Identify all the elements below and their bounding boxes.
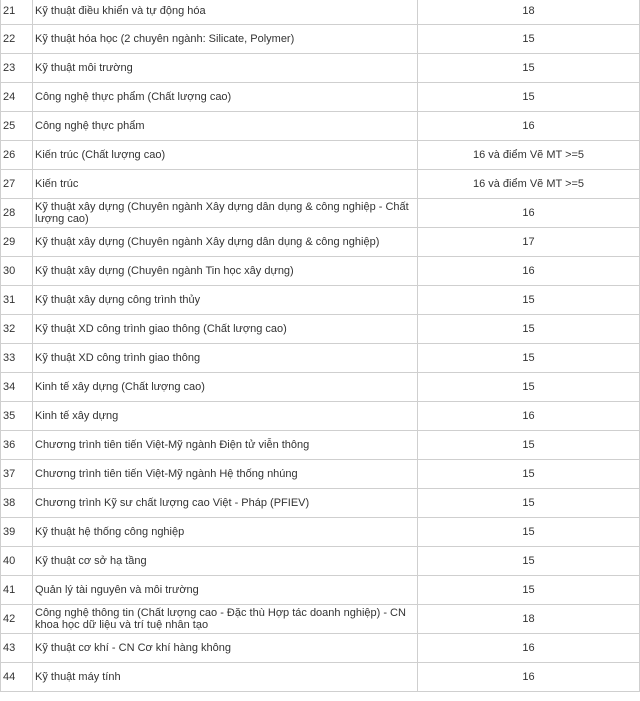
program-name: Quản lý tài nguyên và môi trường xyxy=(33,576,418,605)
benchmark-score: 16 xyxy=(418,257,640,286)
table-row xyxy=(1,112,640,141)
row-number: 42 xyxy=(1,605,33,634)
table-row xyxy=(1,489,640,518)
row-number: 35 xyxy=(1,402,33,431)
row-number: 31 xyxy=(1,286,33,315)
program-name: Kỹ thuật máy tính xyxy=(33,663,418,692)
program-name: Kỹ thuật cơ sở hạ tầng xyxy=(33,547,418,576)
benchmark-score: 15 xyxy=(418,518,640,547)
row-number: 37 xyxy=(1,460,33,489)
benchmark-score: 16 và điểm Vẽ MT >=5 xyxy=(418,141,640,170)
score-table-body xyxy=(1,0,640,692)
program-name: Kỹ thuật XD công trình giao thông (Chất lượng cao) xyxy=(33,315,418,344)
benchmark-score: 15 xyxy=(418,286,640,315)
table-row xyxy=(1,83,640,112)
table-row xyxy=(1,373,640,402)
row-number: 44 xyxy=(1,663,33,692)
row-number: 39 xyxy=(1,518,33,547)
benchmark-score: 15 xyxy=(418,489,640,518)
row-number: 40 xyxy=(1,547,33,576)
benchmark-score: 15 xyxy=(418,54,640,83)
benchmark-score: 16 xyxy=(418,663,640,692)
table-row xyxy=(1,634,640,663)
row-number: 41 xyxy=(1,576,33,605)
row-number: 33 xyxy=(1,344,33,373)
benchmark-score: 16 xyxy=(418,634,640,663)
row-number: 26 xyxy=(1,141,33,170)
table-row xyxy=(1,286,640,315)
table-row xyxy=(1,315,640,344)
program-name: Kinh tế xây dựng xyxy=(33,402,418,431)
row-number: 23 xyxy=(1,54,33,83)
benchmark-score: 15 xyxy=(418,315,640,344)
benchmark-score: 15 xyxy=(418,344,640,373)
program-name: Công nghệ thực phẩm xyxy=(33,112,418,141)
program-name: Kỹ thuật môi trường xyxy=(33,54,418,83)
row-number: 28 xyxy=(1,199,33,228)
table-row xyxy=(1,518,640,547)
program-name: Kinh tế xây dựng (Chất lượng cao) xyxy=(33,373,418,402)
table-row xyxy=(1,228,640,257)
table-row xyxy=(1,25,640,54)
table-row xyxy=(1,402,640,431)
benchmark-score: 17 xyxy=(418,228,640,257)
benchmark-score: 18 xyxy=(418,605,640,634)
benchmark-score: 15 xyxy=(418,576,640,605)
program-name: Kiến trúc xyxy=(33,170,418,199)
program-name: Kỹ thuật xây dựng (Chuyên ngành Xây dựng dân dụng & công nghiệp) xyxy=(33,228,418,257)
benchmark-score: 15 xyxy=(418,83,640,112)
row-number: 25 xyxy=(1,112,33,141)
table-row xyxy=(1,257,640,286)
program-name: Kỹ thuật cơ khí - CN Cơ khí hàng không xyxy=(33,634,418,663)
program-name: Kỹ thuật điều khiển và tự động hóa xyxy=(33,0,418,25)
table-row xyxy=(1,663,640,692)
program-name: Kỹ thuật hệ thống công nghiệp xyxy=(33,518,418,547)
table-row xyxy=(1,460,640,489)
table-row xyxy=(1,576,640,605)
row-number: 34 xyxy=(1,373,33,402)
row-number: 27 xyxy=(1,170,33,199)
row-number: 38 xyxy=(1,489,33,518)
row-number: 22 xyxy=(1,25,33,54)
table-row xyxy=(1,0,640,25)
row-number: 32 xyxy=(1,315,33,344)
benchmark-score: 15 xyxy=(418,460,640,489)
benchmark-score: 18 xyxy=(418,0,640,25)
table-row xyxy=(1,605,640,634)
table-row xyxy=(1,170,640,199)
row-number: 30 xyxy=(1,257,33,286)
table-row xyxy=(1,344,640,373)
row-number: 24 xyxy=(1,83,33,112)
benchmark-score: 16 xyxy=(418,402,640,431)
table-row xyxy=(1,431,640,460)
program-name: Chương trình Kỹ sư chất lượng cao Việt - Pháp (PFIEV) xyxy=(33,489,418,518)
program-name: Kỹ thuật xây dựng công trình thủy xyxy=(33,286,418,315)
table-row xyxy=(1,54,640,83)
table-row xyxy=(1,199,640,228)
row-number: 29 xyxy=(1,228,33,257)
row-number: 36 xyxy=(1,431,33,460)
program-name: Kỹ thuật xây dựng (Chuyên ngành Xây dựng dân dụng & công nghiệp - Chất lượng cao) xyxy=(33,199,418,228)
program-name: Công nghệ thông tin (Chất lượng cao - Đặc thù Hợp tác doanh nghiệp) - CN khoa học dữ liệu và trí tuệ nhân tạo xyxy=(33,605,418,634)
program-name: Chương trình tiên tiến Việt-Mỹ ngành Điện tử viễn thông xyxy=(33,431,418,460)
program-name: Kỹ thuật xây dựng (Chuyên ngành Tin học xây dựng) xyxy=(33,257,418,286)
row-number: 43 xyxy=(1,634,33,663)
program-name: Kỹ thuật XD công trình giao thông xyxy=(33,344,418,373)
benchmark-score: 15 xyxy=(418,547,640,576)
benchmark-score: 16 xyxy=(418,199,640,228)
benchmark-score: 15 xyxy=(418,431,640,460)
benchmark-score: 16 xyxy=(418,112,640,141)
program-name: Chương trình tiên tiến Việt-Mỹ ngành Hệ thống nhúng xyxy=(33,460,418,489)
program-name: Công nghệ thực phẩm (Chất lượng cao) xyxy=(33,83,418,112)
row-number: 21 xyxy=(1,0,33,25)
benchmark-score: 16 và điểm Vẽ MT >=5 xyxy=(418,170,640,199)
benchmark-score: 15 xyxy=(418,373,640,402)
table-row xyxy=(1,141,640,170)
table-row xyxy=(1,547,640,576)
benchmark-score: 15 xyxy=(418,25,640,54)
program-name: Kỹ thuật hóa học (2 chuyên ngành: Silicate, Polymer) xyxy=(33,25,418,54)
program-name: Kiến trúc (Chất lượng cao) xyxy=(33,141,418,170)
